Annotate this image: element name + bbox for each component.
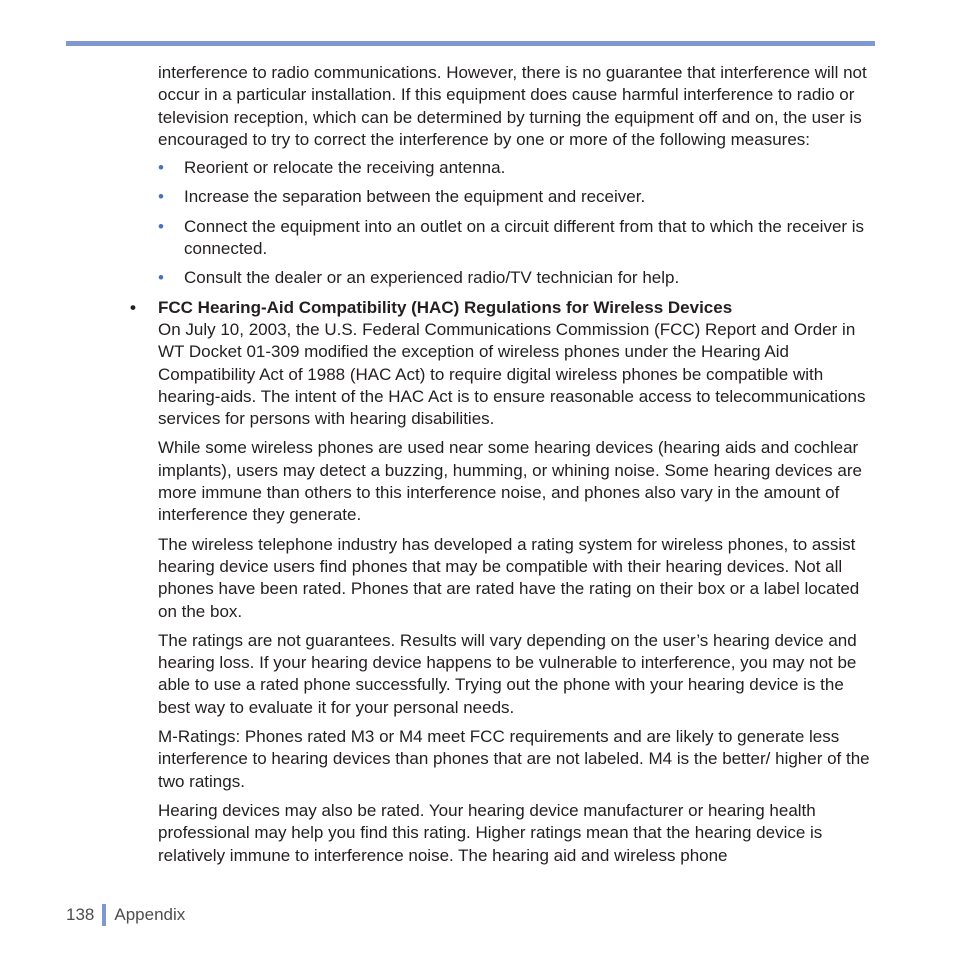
measure-text: Reorient or relocate the receiving antenna. [184, 158, 506, 178]
bullet-icon: • [158, 268, 164, 288]
section-paragraph: M-Ratings: Phones rated M3 or M4 meet FCC requirements and are likely to generate less interference to hearing devices than phones that are not labeled. M4 is the better/ higher of the two ratings. [158, 727, 870, 791]
bullet-icon: • [158, 187, 164, 207]
measures-list [158, 157, 874, 289]
section-paragraph: Hearing devices may also be rated. Your hearing device manufacturer or hearing health professional may help you find this rating. Higher ratings mean that the hearing device is relatively immune to interference noise. The hearing aid and wireless phone [158, 800, 823, 865]
footer-section-name: Appendix [114, 905, 186, 924]
page-number: 138 [66, 905, 95, 924]
list-item [158, 186, 874, 208]
list-item [158, 267, 874, 289]
section-paragraph: On July 10, 2003, the U.S. Federal Communications Commission (FCC) Report and Order in WT Docket 01-309 modified the exception of wireless phones under the Hearing Aid Compatibility Act of 1988 (HAC Act) to require digital wireless phones be compatible with hearing-aids. The intent of the HAC Act is to ensure reasonable access to telecommunications services for persons with hearing disabilities. [158, 319, 866, 429]
section-paragraph: The ratings are not guarantees. Results will vary depending on the user’s hearing device and hearing loss. If your hearing device happens to be vulnerable to interference, you may not be able to use a rated phone successfully. Trying out the phone with your hearing device is the best way to evaluate it for your personal needs. [158, 630, 857, 717]
section-bullet-icon: • [130, 297, 136, 317]
list-item [158, 216, 874, 261]
section-paragraph: While some wireless phones are used near some hearing devices (hearing aids and cochlear implants), users may detect a buzzing, humming, or whining noise. Some hearing devices are more immune than others to this interference noise, and phones also vary in the amount of interference they generate. [158, 438, 862, 525]
page-footer [66, 903, 185, 927]
measure-text: Connect the equipment into an outlet on a circuit different from that to which the receiver is connected. [184, 216, 865, 259]
hac-section [130, 297, 874, 867]
measure-text: Consult the dealer or an experienced radio/TV technician for help. [184, 268, 680, 288]
section-title: FCC Hearing-Aid Compatibility (HAC) Regulations for Wireless Devices [158, 297, 733, 317]
page-content [130, 62, 874, 874]
section-paragraph: The wireless telephone industry has developed a rating system for wireless phones, to assist hearing device users find phones that may be compatible with their hearing devices. Not all phones have been rated. Phones that are rated have the rating on their box or a label located on the box. [158, 534, 860, 621]
footer-divider [102, 904, 106, 926]
header-rule [66, 41, 875, 46]
measure-text: Increase the separation between the equipment and receiver. [184, 187, 646, 207]
bullet-icon: • [158, 158, 164, 178]
intro-paragraph: interference to radio communications. However, there is no guarantee that interference will not occur in a particular installation. If this equipment does cause harmful interference to radio or television reception, which can be determined by turning the equipment off and on, the user is encouraged to try to correct the interference by one or more of the following measures: [158, 63, 867, 149]
bullet-icon: • [158, 216, 164, 236]
list-item [158, 157, 874, 179]
